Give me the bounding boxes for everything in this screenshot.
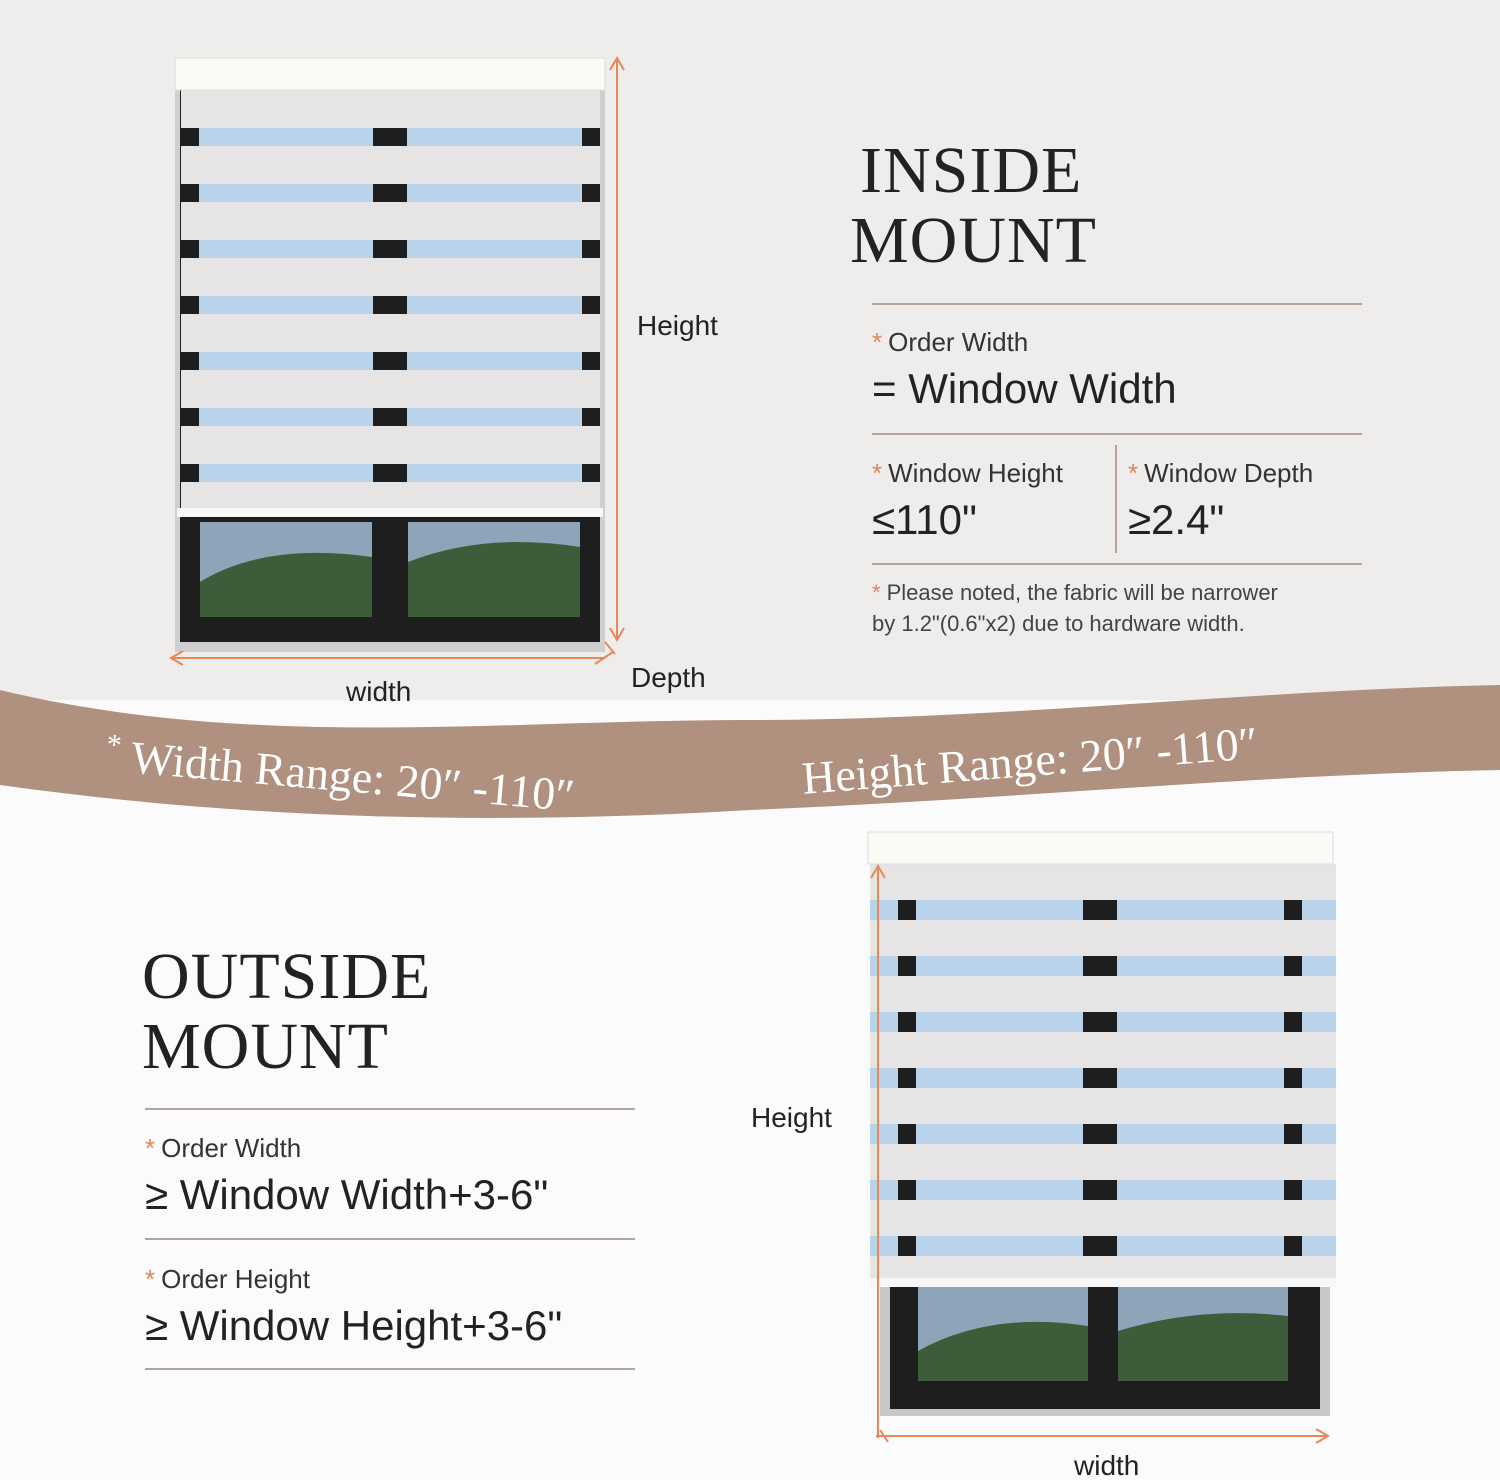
window-frame-segment: [898, 1068, 916, 1088]
shade-fabric-stripe: [870, 1144, 1336, 1180]
divider: [872, 433, 1362, 435]
shade-fabric-stripe: [181, 314, 600, 352]
window-frame-segment: [582, 128, 600, 146]
window-frame-segment: [582, 352, 600, 370]
window-frame-segment: [181, 240, 199, 258]
shade-fabric-stripe: [870, 1088, 1336, 1124]
outside-order-height-label: * Order Height: [145, 1264, 310, 1294]
window-frame-segment: [1083, 1068, 1117, 1088]
outside-width-label: width: [1074, 1450, 1140, 1481]
window-frame-segment: [373, 296, 407, 314]
shade-fabric-stripe: [181, 146, 600, 184]
shade-fabric-stripe: [870, 976, 1336, 1012]
window-frame-segment: [1284, 1068, 1302, 1088]
inside-mount-window-illustration: [165, 52, 635, 672]
divider: [872, 563, 1362, 565]
window-frame-segment: [898, 1012, 916, 1032]
divider: [145, 1368, 635, 1370]
height-range-text: Height Range: 20″ -110″: [800, 717, 1260, 804]
window-frame-segment: [898, 956, 916, 976]
window-frame-segment: [1284, 1236, 1302, 1256]
shade-fabric-stripe: [181, 258, 600, 296]
shade-fabric-stripe: [870, 1200, 1336, 1236]
inside-window-depth-value: ≥2.4": [1128, 496, 1225, 543]
window-frame-segment: [1284, 1124, 1302, 1144]
window-frame-segment: [582, 408, 600, 426]
window-frame-segment: [373, 128, 407, 146]
inside-note: * Please noted, the fabric will be narrower by 1.2"(0.6"x2) due to hardware width.: [872, 580, 1278, 636]
window-frame-segment: [1284, 900, 1302, 920]
inside-title-line1: INSIDE: [860, 134, 1083, 207]
window-frame-segment: [898, 900, 916, 920]
shade-fabric-stripe: [870, 864, 1336, 900]
window-frame-segment: [1083, 1180, 1117, 1200]
window-frame-segment: [373, 408, 407, 426]
window-frame-segment: [181, 464, 199, 482]
inside-window-height-value: ≤110": [872, 496, 977, 543]
shade-fabric-stripe: [181, 482, 600, 508]
window-frame-segment: [181, 184, 199, 202]
inside-window-height-label: * Window Height: [872, 458, 1063, 488]
window-frame-segment: [1284, 1180, 1302, 1200]
inside-window-depth-label: * Window Depth: [1128, 458, 1314, 488]
window-frame-segment: [373, 464, 407, 482]
inside-depth-label: Depth: [631, 662, 706, 693]
outside-title-line1: OUTSIDE: [142, 940, 432, 1013]
divider-vertical: [1115, 445, 1117, 553]
window-frame-segment: [1284, 1012, 1302, 1032]
window-frame-segment: [373, 184, 407, 202]
window-frame-segment: [582, 464, 600, 482]
window-frame-segment: [582, 184, 600, 202]
shade-fabric-stripe: [181, 90, 600, 128]
range-asterisk: *: [105, 728, 123, 763]
width-range-text: * Width Range: 20″ -110″: [105, 728, 577, 822]
window-frame-segment: [181, 408, 199, 426]
window-frame-segment: [898, 1236, 916, 1256]
window-frame-segment: [181, 128, 199, 146]
inside-order-width-label: * Order Width: [872, 327, 1029, 357]
divider: [145, 1238, 635, 1240]
window-frame-segment: [373, 352, 407, 370]
window-frame-segment: [181, 352, 199, 370]
window-frame-segment: [1083, 956, 1117, 976]
window-frame-segment: [898, 1180, 916, 1200]
inside-order-width-value: = Window Width: [872, 365, 1177, 412]
inside-width-label: width: [346, 676, 412, 707]
outside-order-width-label: * Order Width: [145, 1133, 302, 1163]
window-frame-segment: [582, 240, 600, 258]
window-frame-segment: [1083, 1124, 1117, 1144]
divider: [145, 1108, 635, 1110]
divider: [872, 303, 1362, 305]
outside-title-line2: MOUNT: [142, 1010, 389, 1083]
shade-fabric-stripe: [181, 202, 600, 240]
shade-fabric-stripe: [870, 1032, 1336, 1068]
window-frame-segment: [582, 296, 600, 314]
window-frame-segment: [1284, 956, 1302, 976]
inside-title-line2: MOUNT: [850, 204, 1097, 277]
window-frame-segment: [898, 1124, 916, 1144]
window-frame-segment: [1083, 1012, 1117, 1032]
inside-height-label: Height: [637, 310, 718, 341]
outside-order-width-value: ≥ Window Width+3-6": [145, 1171, 549, 1218]
window-frame-segment: [181, 296, 199, 314]
shade-fabric-stripe: [181, 370, 600, 408]
window-frame-segment: [1083, 900, 1117, 920]
window-frame-segment: [1083, 1236, 1117, 1256]
outside-order-height-value: ≥ Window Height+3-6": [145, 1302, 563, 1349]
outside-height-label: Height: [751, 1102, 832, 1133]
shade-fabric-stripe: [181, 426, 600, 464]
outside-mount-window-illustration: [860, 826, 1340, 1451]
shade-fabric-stripe: [870, 920, 1336, 956]
window-frame-segment: [373, 240, 407, 258]
